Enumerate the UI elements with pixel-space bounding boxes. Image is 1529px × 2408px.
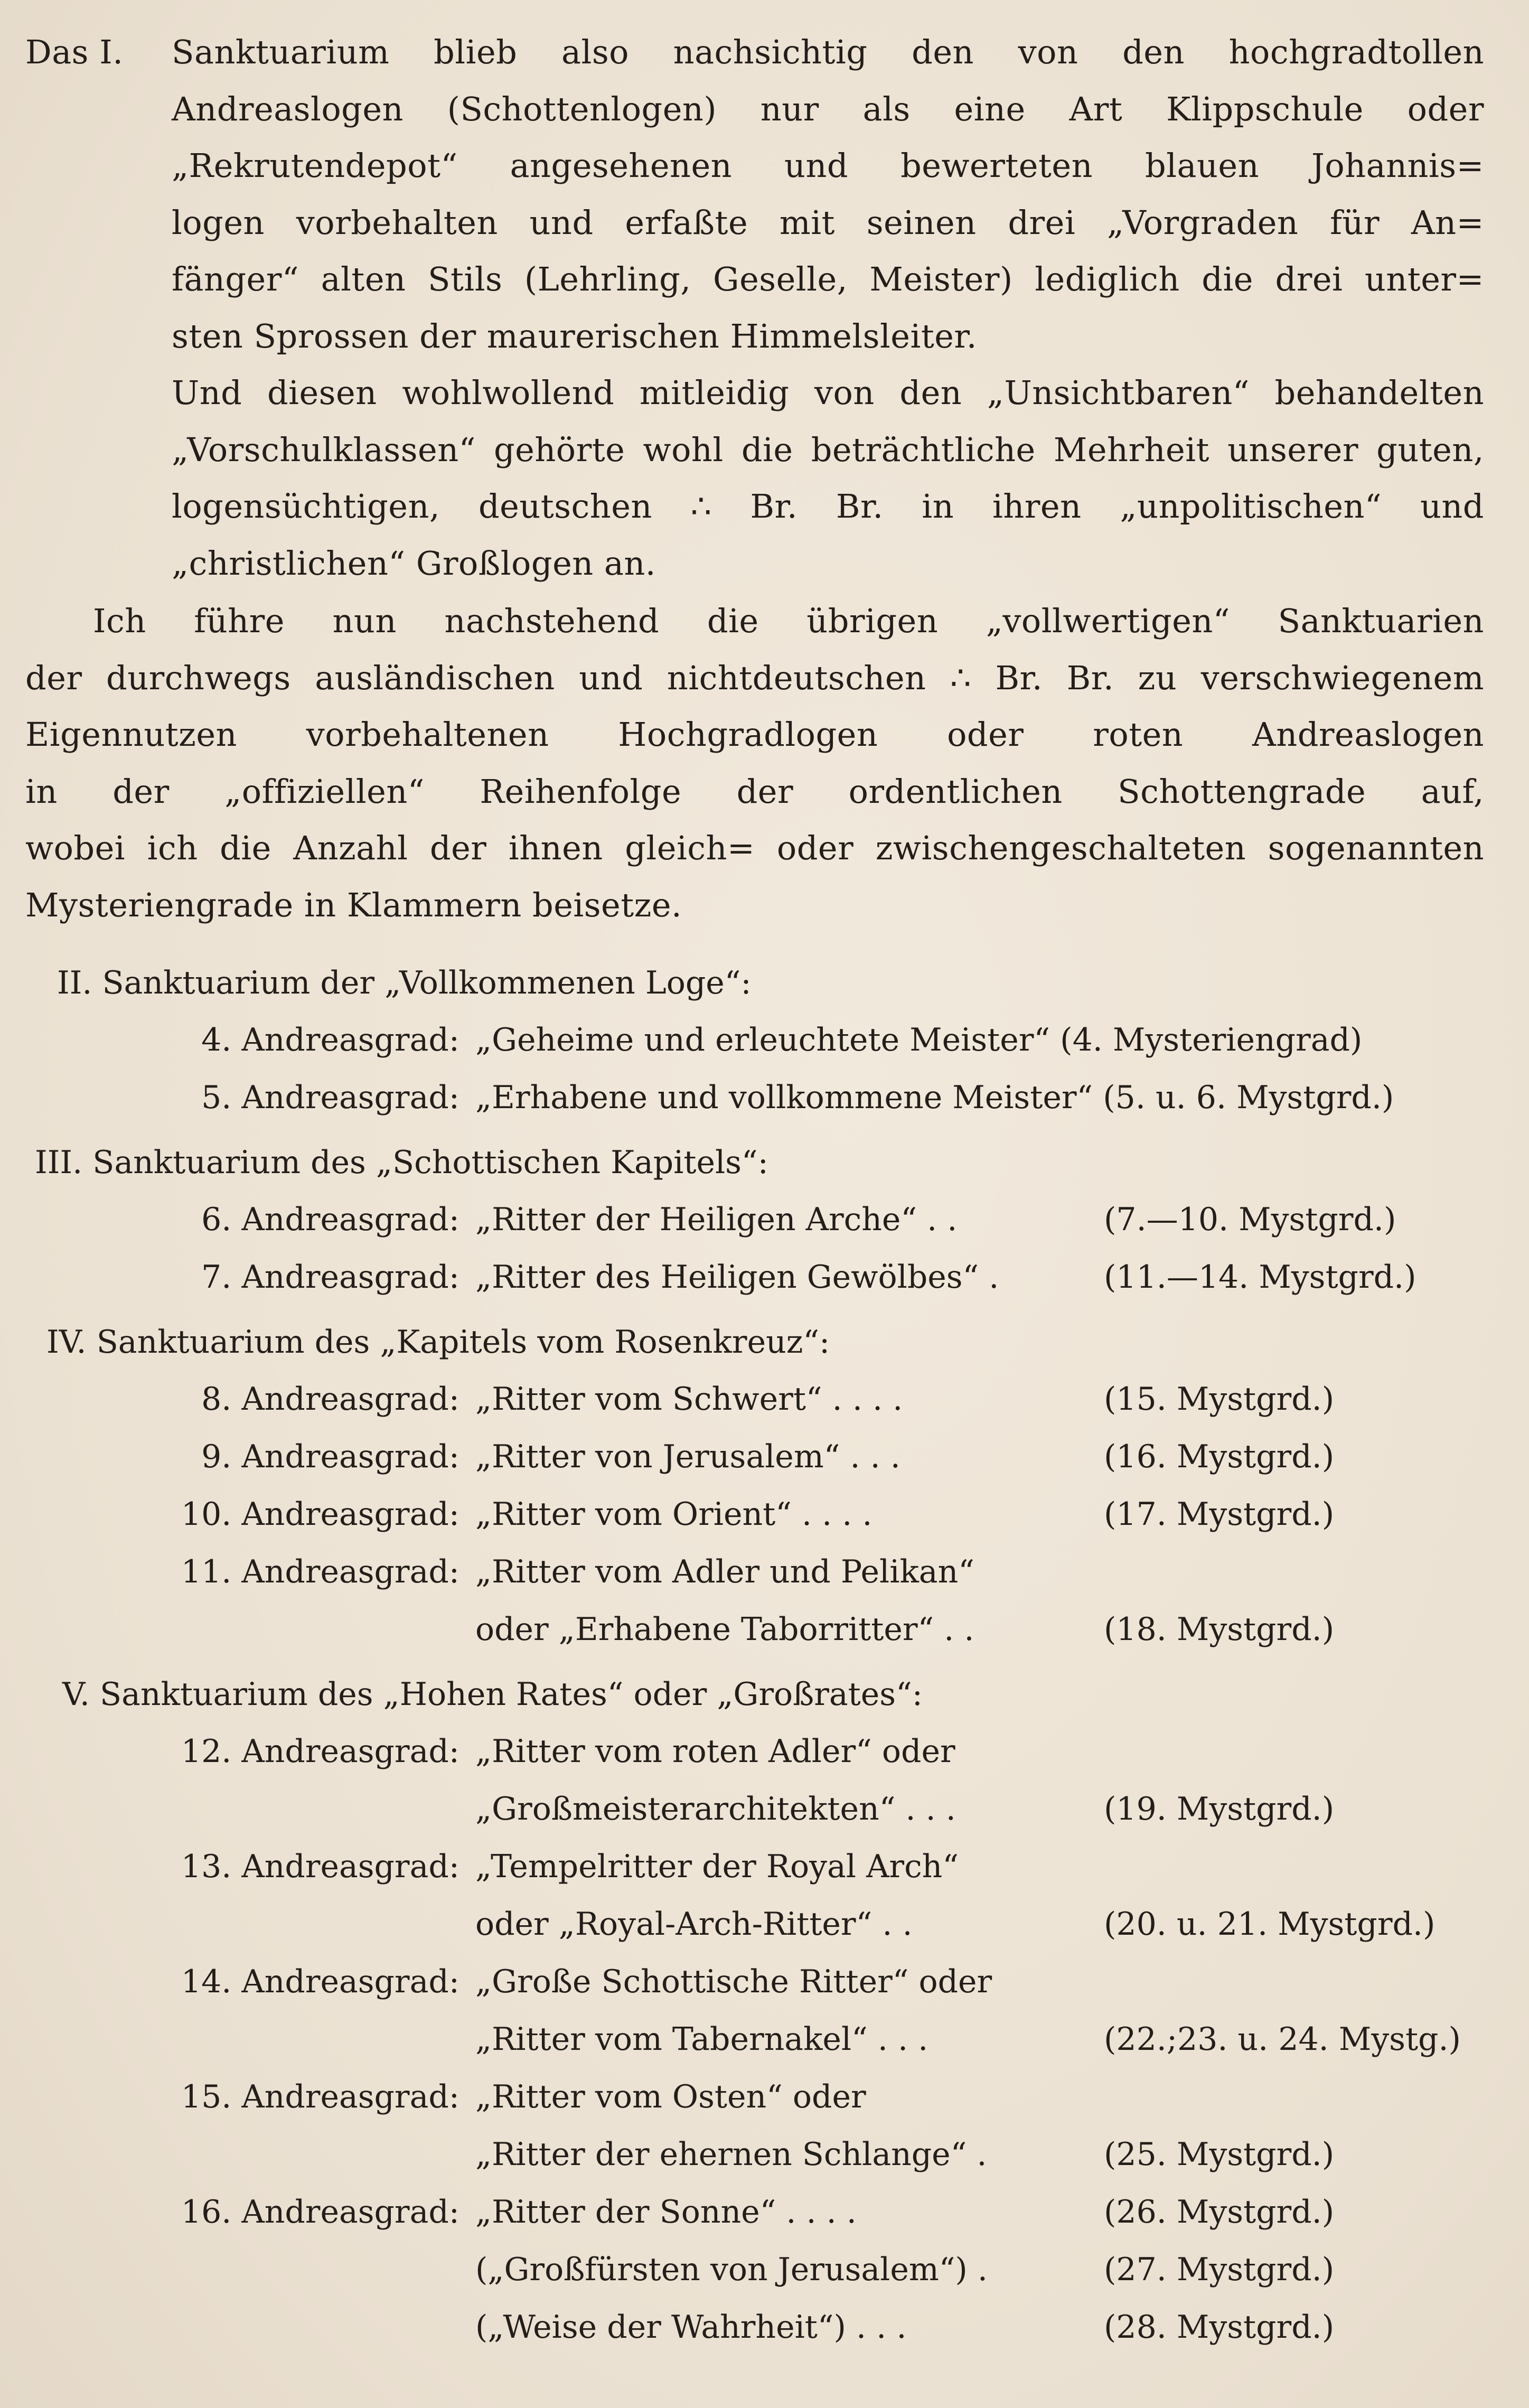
grade-row bbox=[25, 1011, 1484, 1069]
grade-name: „Großmeisterarchitekten“ . . . bbox=[475, 1791, 956, 1828]
grade-row bbox=[25, 1838, 1484, 1896]
text-line bbox=[25, 251, 1484, 308]
line-text: logen vorbehalten und erfaßte mit seinen drei „Vorgraden für An= bbox=[172, 203, 1484, 242]
grade-label bbox=[25, 2299, 475, 2356]
line-lead bbox=[25, 251, 172, 308]
grade-row bbox=[25, 1781, 1484, 1838]
grade-row bbox=[25, 2184, 1484, 2241]
grade-label: 13. Andreasgrad: bbox=[181, 1848, 459, 1885]
mystery-grade: (11.—14. Mystgrd.) bbox=[1104, 1259, 1417, 1296]
mystery-grade: (20. u. 21. Mystgrd.) bbox=[1104, 1906, 1436, 1943]
section-gap bbox=[25, 1659, 1484, 1666]
line-text: „Rekrutendepot“ angesehenen und bewerteten blauen Johannis= bbox=[172, 146, 1484, 185]
grade-name: „Ritter von Jerusalem“ . . . bbox=[475, 1438, 900, 1475]
grade-name: oder „Erhabene Taborritter“ . . bbox=[475, 1611, 974, 1648]
line-text: sten Sprossen der maurerischen Himmelsleiter. bbox=[172, 316, 977, 355]
line-lead bbox=[25, 421, 172, 479]
section-gap bbox=[25, 1306, 1484, 1314]
line-text: „Vorschulklassen“ gehörte wohl die beträchtliche Mehrheit unserer guten, bbox=[172, 430, 1484, 469]
grade-name: „Ritter vom Osten“ oder bbox=[475, 2078, 866, 2115]
grade-row bbox=[25, 1486, 1484, 1543]
grade-name: „Ritter vom Adler und Pelikan“ bbox=[475, 1553, 974, 1590]
grade-row bbox=[25, 1896, 1484, 1953]
grade-row bbox=[25, 1428, 1484, 1486]
grade-name: „Ritter vom Tabernakel“ . . . bbox=[475, 2021, 928, 2058]
grade-label bbox=[25, 1781, 475, 1838]
text-line bbox=[25, 81, 1484, 138]
text-line bbox=[25, 535, 1484, 592]
mystery-grade: (18. Mystgrd.) bbox=[1104, 1611, 1335, 1648]
line-lead bbox=[25, 364, 172, 421]
line-lead bbox=[25, 308, 172, 365]
text-line: der durchwegs ausländischen und nichtdeutschen ∴ Br. Br. zu verschwiegenem bbox=[25, 658, 1484, 697]
line-lead: Das I. bbox=[25, 33, 124, 71]
line-lead bbox=[25, 478, 172, 535]
grade-row bbox=[25, 1371, 1484, 1428]
grade-name: „Ritter vom Orient“ . . . . bbox=[475, 1496, 873, 1533]
line-lead bbox=[25, 137, 172, 194]
grade-label: 5. Andreasgrad: bbox=[201, 1079, 459, 1116]
text-line bbox=[25, 137, 1484, 194]
grade-label bbox=[25, 2011, 475, 2068]
line-text: „christlichen“ Großlogen an. bbox=[172, 544, 656, 583]
grade-row bbox=[25, 2126, 1484, 2184]
line-lead bbox=[25, 81, 172, 138]
grade-row bbox=[25, 2011, 1484, 2068]
grade-row bbox=[25, 2241, 1484, 2299]
sanctuary-heading: V. Sanktuarium des „Hohen Rates“ oder „Großrates“: bbox=[62, 1676, 923, 1713]
line-text: Sanktuarium blieb also nachsichtig den von den hochgradtollen bbox=[172, 33, 1484, 71]
line-text: logensüchtigen, deutschen ∴ Br. Br. in ihren „unpolitischen“ und bbox=[172, 487, 1484, 526]
grade-label: 16. Andreasgrad: bbox=[181, 2194, 459, 2231]
grade-label: 15. Andreasgrad: bbox=[181, 2078, 459, 2115]
text-line: Eigennutzen vorbehaltenen Hochgradlogen oder roten Andreaslogen bbox=[25, 715, 1484, 754]
grade-row bbox=[25, 2299, 1484, 2356]
grade-row bbox=[25, 1543, 1484, 1601]
grade-name: „Erhabene und vollkommene Meister“ (5. u. 6. Mystgrd.) bbox=[475, 1079, 1394, 1116]
grade-row bbox=[25, 1191, 1484, 1249]
grade-label: 14. Andreasgrad: bbox=[181, 1963, 459, 2000]
grade-name: „Ritter vom roten Adler“ oder bbox=[475, 1733, 955, 1770]
grade-name: oder „Royal-Arch-Ritter“ . . bbox=[475, 1906, 913, 1943]
mystery-grade: (19. Mystgrd.) bbox=[1104, 1791, 1335, 1828]
grade-name: „Ritter vom Schwert“ . . . . bbox=[475, 1381, 903, 1418]
grade-name: „Ritter der Sonne“ . . . . bbox=[475, 2194, 857, 2231]
text-line: in der „offiziellen“ Reihenfolge der ordentlichen Schottengrade auf, bbox=[25, 772, 1484, 811]
grade-row bbox=[25, 1249, 1484, 1306]
intro-paragraph bbox=[25, 24, 1484, 592]
grade-label bbox=[25, 2126, 475, 2184]
text-line: Mysteriengrade in Klammern beisetze. bbox=[25, 885, 682, 924]
mystery-grade: (25. Mystgrd.) bbox=[1104, 2136, 1335, 2173]
line-lead bbox=[25, 194, 172, 251]
grade-name: „Geheime und erleuchtete Meister“ (4. Mysteriengrad) bbox=[475, 1022, 1363, 1058]
grade-name: „Ritter der Heiligen Arche“ . . bbox=[475, 1201, 958, 1238]
section-gap bbox=[25, 2356, 1484, 2364]
grade-name: („Großfürsten von Jerusalem“) . bbox=[475, 2251, 988, 2288]
mystery-grade: (7.—10. Mystgrd.) bbox=[1104, 1201, 1396, 1238]
section-gap bbox=[25, 1127, 1484, 1134]
grade-row bbox=[25, 2068, 1484, 2126]
grade-name: „Ritter der ehernen Schlange“ . bbox=[475, 2136, 987, 2173]
grade-label bbox=[25, 1896, 475, 1953]
grade-name: („Weise der Wahrheit“) . . . bbox=[475, 2309, 907, 2346]
text-line: Ich führe nun nachstehend die übrigen „vollwertigen“ Sanktuarien bbox=[93, 602, 1484, 640]
text-line bbox=[25, 478, 1484, 535]
sanctuary-heading: IV. Sanktuarium des „Kapitels vom Rosenkreuz“: bbox=[46, 1324, 830, 1361]
grade-label: 8. Andreasgrad: bbox=[201, 1381, 459, 1418]
mystery-grade: (28. Mystgrd.) bbox=[1104, 2309, 1335, 2346]
line-text: Andreaslogen (Schottenlogen) nur als eine Art Klippschule oder bbox=[172, 89, 1484, 128]
grade-row bbox=[25, 1601, 1484, 1659]
grade-row bbox=[25, 1069, 1484, 1127]
grade-name: „Ritter des Heiligen Gewölbes“ . bbox=[475, 1259, 999, 1296]
text-line bbox=[25, 24, 1484, 81]
sanctuary-heading: II. Sanktuarium der „Vollkommenen Loge“: bbox=[57, 964, 752, 1001]
grade-name: „Große Schottische Ritter“ oder bbox=[475, 1963, 992, 2000]
line-lead bbox=[25, 535, 172, 592]
grade-label bbox=[25, 1601, 475, 1659]
grade-label bbox=[25, 2241, 475, 2299]
text-line: wobei ich die Anzahl der ihnen gleich= oder zwischengeschalteten sogenannten bbox=[25, 829, 1484, 867]
grade-row bbox=[25, 1723, 1484, 1781]
text-line bbox=[25, 364, 1484, 421]
grade-label: 12. Andreasgrad: bbox=[181, 1733, 459, 1770]
grade-label: 7. Andreasgrad: bbox=[201, 1259, 459, 1296]
text-line bbox=[25, 308, 1484, 365]
sanctuary-heading: III. Sanktuarium des „Schottischen Kapitels“: bbox=[35, 1144, 768, 1181]
text-line bbox=[25, 194, 1484, 251]
grade-label: 9. Andreasgrad: bbox=[201, 1438, 459, 1475]
grade-row bbox=[25, 1953, 1484, 2011]
mystery-grade: (22.;23. u. 24. Mystg.) bbox=[1104, 2021, 1461, 2058]
grade-label: 10. Andreasgrad: bbox=[181, 1496, 459, 1533]
line-text: Und diesen wohlwollend mitleidig von den „Unsichtbaren“ behandelten bbox=[172, 373, 1484, 412]
grade-label: 6. Andreasgrad: bbox=[201, 1201, 459, 1238]
second-paragraph bbox=[25, 593, 1484, 933]
text-line bbox=[25, 421, 1484, 479]
grade-name: „Tempelritter der Royal Arch“ bbox=[475, 1848, 959, 1885]
sanctuary-list bbox=[25, 954, 1484, 2364]
mystery-grade: (15. Mystgrd.) bbox=[1104, 1381, 1335, 1418]
grade-label: 4. Andreasgrad: bbox=[201, 1022, 459, 1058]
line-text: fänger“ alten Stils (Lehrling, Geselle, Meister) lediglich die drei unter= bbox=[172, 260, 1484, 298]
mystery-grade: (16. Mystgrd.) bbox=[1104, 1438, 1335, 1475]
grade-label: 11. Andreasgrad: bbox=[181, 1553, 459, 1590]
mystery-grade: (26. Mystgrd.) bbox=[1104, 2194, 1335, 2231]
mystery-grade: (27. Mystgrd.) bbox=[1104, 2251, 1335, 2288]
mystery-grade: (17. Mystgrd.) bbox=[1104, 1496, 1335, 1533]
